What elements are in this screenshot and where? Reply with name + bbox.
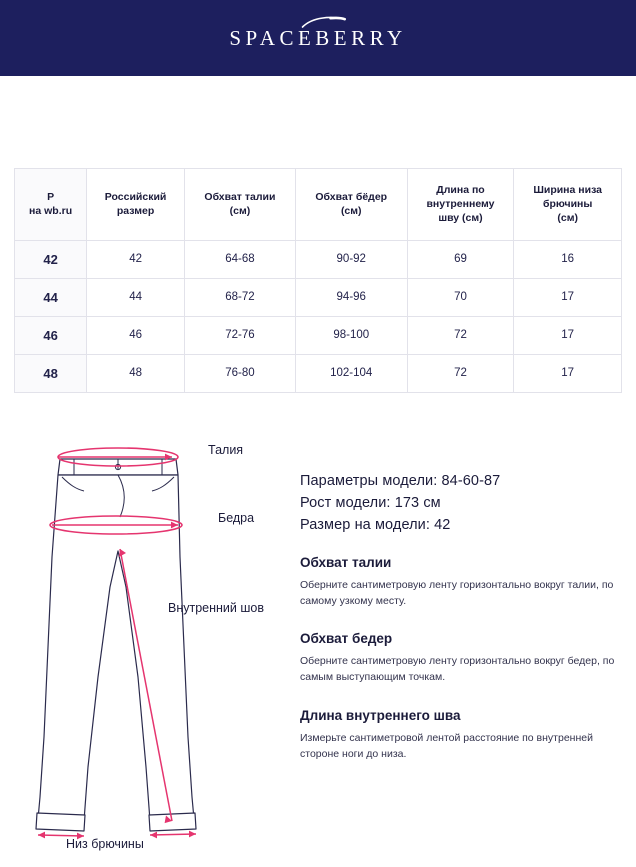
cell-hips: 102-104 xyxy=(295,354,407,392)
cell-hips: 90-92 xyxy=(295,240,407,278)
measure-text-inseam: Измерьте сантиметровой лентой расстояние по внутренней стороне ноги до низа. xyxy=(300,731,593,760)
measure-text-hips: Оберните сантиметровую ленту горизонтально вокруг бедер, по самым выступающим точкам. xyxy=(300,655,615,684)
cell-inseam: 69 xyxy=(407,240,514,278)
cell-leg-opening: 17 xyxy=(514,354,622,392)
model-params: Параметры модели: 84-60-87 xyxy=(300,472,501,489)
cell-waist: 64-68 xyxy=(185,240,296,278)
measurement-guide xyxy=(0,437,636,867)
column-header-leg-opening: Ширина низа брючины (см) xyxy=(514,169,622,241)
model-size: Размер на модели: 42 xyxy=(300,516,451,533)
table-body xyxy=(15,240,622,392)
table-row xyxy=(15,278,622,316)
measure-title-inseam: Длина внутреннего шва xyxy=(300,707,461,723)
column-header-wb-size xyxy=(15,169,87,241)
column-header-inseam: Длина по внутреннему шву (см) xyxy=(407,169,514,241)
size-table xyxy=(14,168,622,393)
model-height: Рост модели: 173 см xyxy=(300,494,441,511)
cell-ru-size: 44 xyxy=(87,278,185,316)
label-hips: Бедра xyxy=(218,510,255,525)
measure-block-inseam xyxy=(300,708,618,763)
cell-wb-size: 44 xyxy=(15,278,87,316)
cell-inseam: 72 xyxy=(407,316,514,354)
cell-inseam: 72 xyxy=(407,354,514,392)
measure-block-hips xyxy=(300,631,618,686)
cell-leg-opening: 16 xyxy=(514,240,622,278)
brand-name: SPACEBERRY xyxy=(229,25,407,50)
cell-wb-size: 42 xyxy=(15,240,87,278)
swoosh-icon xyxy=(301,15,347,29)
column-header-waist: Обхват талии (см) xyxy=(185,169,296,241)
measure-block-waist xyxy=(300,555,618,610)
site-header xyxy=(0,0,636,76)
cell-inseam: 70 xyxy=(407,278,514,316)
description-panel xyxy=(284,437,618,867)
label-inseam: Внутренний шов xyxy=(168,600,264,615)
cell-hips: 98-100 xyxy=(295,316,407,354)
column-header-ru-size: Российский размер xyxy=(87,169,185,241)
table-header-row xyxy=(15,169,622,241)
cell-ru-size: 48 xyxy=(87,354,185,392)
cell-hips: 94-96 xyxy=(295,278,407,316)
size-table-container xyxy=(14,168,622,393)
cell-waist: 76-80 xyxy=(185,354,296,392)
table-row xyxy=(15,240,622,278)
header-line-2: на wb.ru xyxy=(29,205,73,218)
cell-waist: 72-76 xyxy=(185,316,296,354)
table-row xyxy=(15,354,622,392)
label-waist: Талия xyxy=(208,442,244,457)
measure-text-waist: Оберните сантиметровую ленту горизонтально вокруг талии, по самому узкому месту. xyxy=(300,578,614,607)
cell-wb-size: 46 xyxy=(15,316,87,354)
measure-title-hips: Обхват бедер xyxy=(300,631,393,647)
cell-leg-opening: 17 xyxy=(514,316,622,354)
cell-leg-opening: 17 xyxy=(514,278,622,316)
trousers-illustration xyxy=(22,437,284,867)
table-row xyxy=(15,316,622,354)
label-bottom: Низ брючины xyxy=(66,836,144,851)
measure-title-waist: Обхват талии xyxy=(300,554,392,570)
column-header-hips: Обхват бёдер (см) xyxy=(295,169,407,241)
header-line-1: Р xyxy=(47,191,55,204)
cell-wb-size: 48 xyxy=(15,354,87,392)
cell-waist: 68-72 xyxy=(185,278,296,316)
trousers-diagram xyxy=(22,437,284,867)
cell-ru-size: 46 xyxy=(87,316,185,354)
brand-logo[interactable] xyxy=(229,26,406,51)
cell-ru-size: 42 xyxy=(87,240,185,278)
